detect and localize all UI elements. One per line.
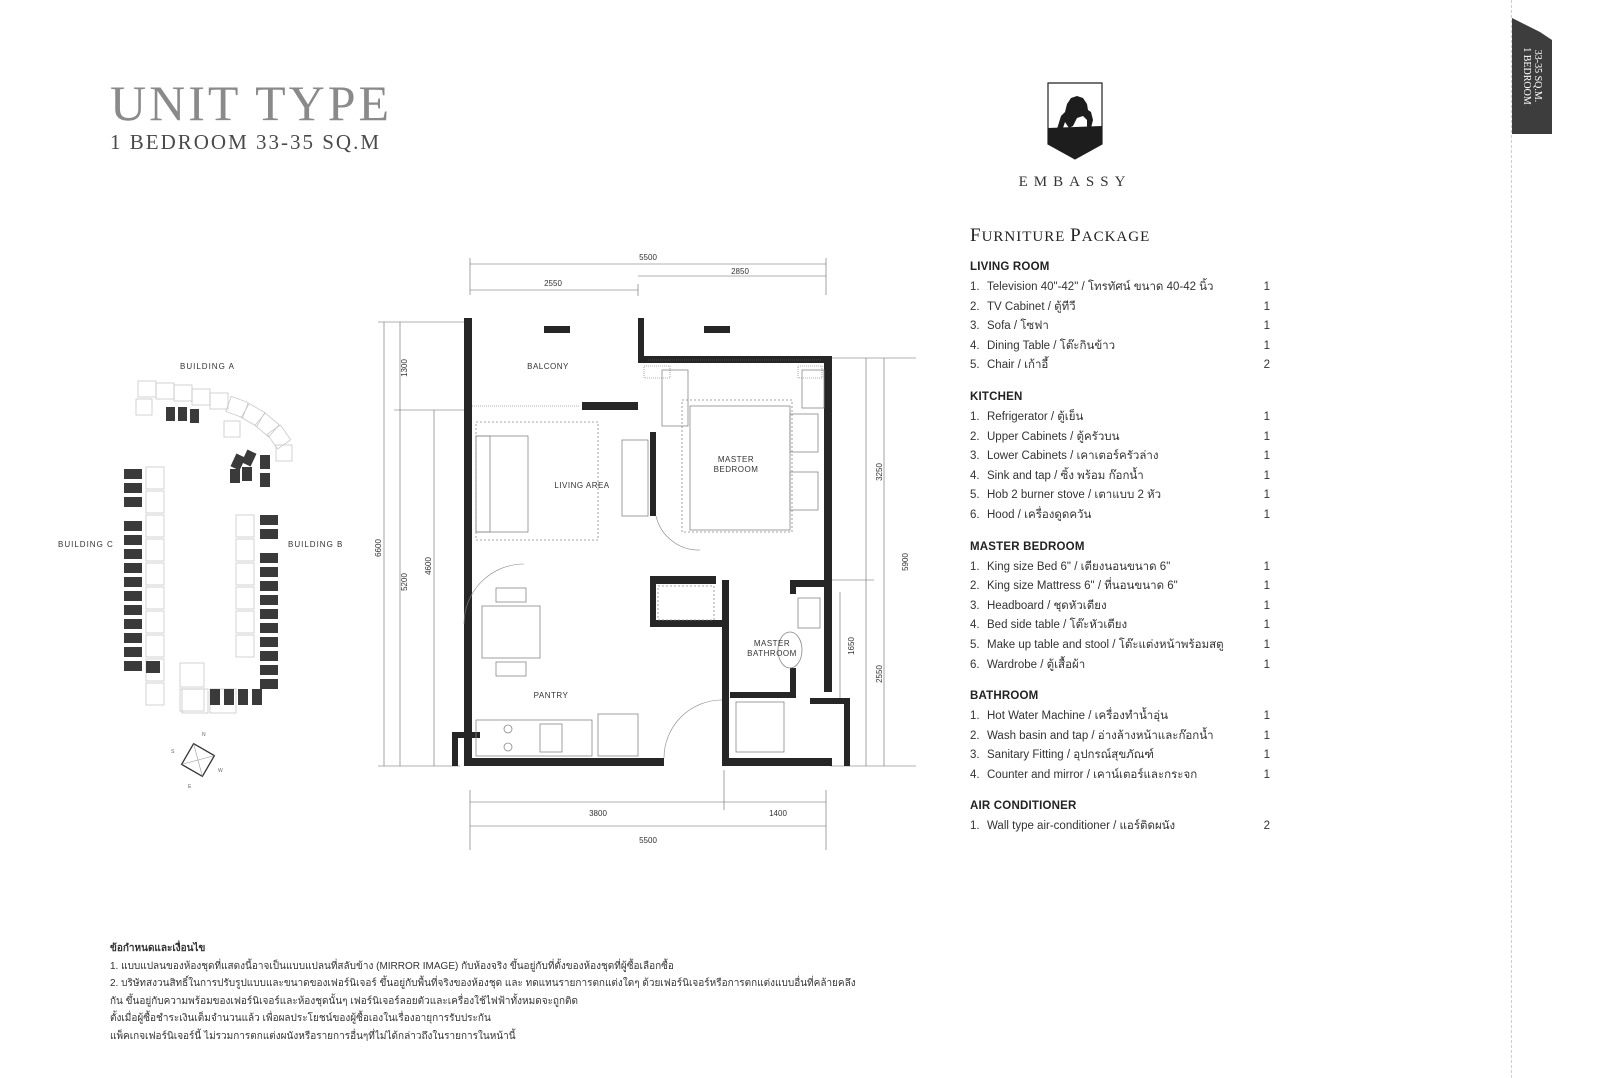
furniture-section-heading: KITCHEN: [970, 390, 1023, 403]
furniture-item-name: TV Cabinet / ตู้ทีวี: [987, 300, 1076, 313]
furniture-item-number: 6.: [970, 508, 980, 521]
terms-line: 1. แบบแปลนของห้องชุดที่แสดงนี้อาจเป็นแบบแปลนที่สลับข้าง (MIRROR IMAGE) กับห้องจริง ขึ้นอยู่กับที่ตั้งของห้องชุดที่ผู้ซื้อเลือกซื้อ: [110, 960, 674, 972]
furniture-item-qty: 1: [1263, 300, 1270, 313]
furniture-item-qty: 1: [1263, 508, 1270, 521]
furniture-item-qty: 1: [1263, 410, 1270, 423]
room-pantry: PANTRY: [533, 691, 569, 700]
furniture-item-name: Bed side table / โต๊ะหัวเตียง: [987, 619, 1128, 632]
building-c-outline: [146, 467, 204, 711]
furniture-item-qty: 1: [1263, 599, 1270, 612]
furniture-item: [970, 558, 1270, 578]
dim-right-mid: 1650: [847, 637, 856, 655]
furniture-item-name: Television 40"-42" / โทรทัศน์ ขนาด 40-42 นิ้ว: [987, 281, 1214, 293]
sofa: [476, 436, 528, 532]
furniture-item-qty: 1: [1263, 281, 1270, 293]
terms-heading: ข้อกำหนดและเงื่อนไข: [110, 943, 206, 954]
svg-text:S: S: [171, 749, 175, 755]
furniture-item-number: 6.: [970, 658, 980, 671]
furniture-item-number: 1.: [970, 560, 980, 573]
furniture-item-qty: 1: [1263, 619, 1270, 632]
furniture-item: [970, 707, 1270, 727]
furniture-item-qty: 1: [1263, 489, 1270, 502]
dim-left-mid: 5200: [400, 573, 409, 591]
furniture-item-number: 3.: [970, 320, 980, 333]
furniture-item-qty: 1: [1263, 560, 1270, 573]
building-a-units: [166, 407, 270, 487]
page-title: UNIT TYPE: [110, 75, 393, 131]
wardrobe: [662, 370, 688, 426]
site-plan: [50, 355, 360, 800]
building-a-outline: [136, 381, 292, 461]
furniture-item: [970, 506, 1270, 526]
furniture-item-name: Chair / เก้าอี้: [987, 359, 1049, 372]
furniture-item-name: Sofa / โซฟา: [987, 320, 1049, 333]
furniture-item-number: 2.: [970, 430, 980, 443]
dining-table: [482, 606, 540, 658]
shower: [736, 702, 784, 752]
furniture-item-number: 1.: [970, 820, 980, 833]
building-b-outline: [182, 515, 254, 713]
dim-bottom-right: 1400: [769, 809, 787, 818]
unit-size-tab[interactable]: [1512, 18, 1552, 134]
furniture-item-name: Hot Water Machine / เครื่องทำน้ำอุ่น: [987, 710, 1169, 723]
dim-top-right: 2850: [731, 267, 749, 276]
closet: [658, 586, 714, 620]
furniture-item-qty: 1: [1263, 658, 1270, 671]
furniture-item-name: Make up table and stool / โต๊ะแต่งหน้าพร้อมสตู: [987, 638, 1224, 651]
brand-name: EMBASSY: [1018, 174, 1132, 190]
walls: [452, 318, 850, 766]
kitchen-counter: [476, 720, 592, 756]
furniture-item-qty: 1: [1263, 339, 1270, 352]
furniture-item-number: 2.: [970, 580, 980, 593]
room-master-bedroom-2: BEDROOM: [713, 465, 759, 474]
refrigerator: [598, 714, 638, 756]
room-master-bedroom-1: MASTER: [717, 455, 755, 464]
furniture: [464, 370, 824, 758]
dim-bottom-total: 5500: [639, 836, 657, 845]
furniture-item-qty: 1: [1263, 469, 1270, 482]
furniture-item: [970, 408, 1270, 428]
furniture-item-number: 5.: [970, 489, 980, 502]
furniture-item-name: Hob 2 burner stove / เตาแบบ 2 หัว: [987, 489, 1162, 502]
furniture-item-number: 1.: [970, 710, 980, 723]
compass-icon: [182, 744, 215, 777]
furniture-item-number: 4.: [970, 469, 980, 482]
furniture-item: [970, 616, 1270, 636]
furniture-item: [970, 447, 1270, 467]
dim-right-total: 5900: [901, 553, 910, 571]
bedside-table: [802, 370, 824, 408]
floor-plan: [370, 250, 930, 865]
furniture-item-number: 4.: [970, 768, 980, 781]
furniture-item-name: Upper Cabinets / ตู้ครัวบน: [987, 430, 1120, 443]
furniture-item: [970, 356, 1270, 376]
furniture-item-qty: 1: [1263, 450, 1270, 463]
dim-left-total: 6600: [374, 539, 383, 557]
terms-and-conditions: [110, 940, 930, 1046]
furniture-item-qty: 1: [1263, 638, 1270, 651]
furniture-item-number: 3.: [970, 450, 980, 463]
svg-text:N: N: [202, 732, 206, 738]
unit-size-tab-label: 33-35 SQ.M. 1 BEDROOM: [1521, 47, 1543, 105]
furniture-item-number: 3.: [970, 599, 980, 612]
furniture-item-number: 1.: [970, 410, 980, 423]
furniture-item-qty: 1: [1263, 320, 1270, 333]
furniture-item-number: 4.: [970, 619, 980, 632]
furniture-item-name: Dining Table / โต๊ะกินข้าว: [987, 339, 1116, 352]
room-master-bathroom-2: BATHROOM: [747, 649, 797, 658]
furniture-item: [970, 727, 1270, 747]
room-living-area: LIVING AREA: [554, 481, 610, 490]
furniture-item: [970, 486, 1270, 506]
furniture-item-name: King size Mattress 6" / ที่นอนขนาด 6": [987, 580, 1178, 593]
tv-cabinet: [622, 440, 648, 516]
page-edge-divider: [1511, 0, 1512, 1078]
furniture-item-name: Counter and mirror / เคาน์เตอร์และกระจก: [987, 768, 1198, 781]
lion-crest-icon: [1047, 82, 1103, 160]
dim-right-top: 3250: [875, 463, 884, 481]
furniture-item: [970, 746, 1270, 766]
furniture-item: [970, 766, 1270, 786]
furniture-item-name: Lower Cabinets / เคาเตอร์ครัวล่าง: [987, 450, 1159, 463]
furniture-item-qty: 1: [1263, 710, 1270, 723]
furniture-section: [970, 261, 1270, 376]
furniture-item: [970, 298, 1270, 318]
dim-bottom-left: 3800: [589, 809, 607, 818]
furniture-item-number: 2.: [970, 300, 980, 313]
furniture-item-number: 3.: [970, 749, 980, 762]
furniture-item-number: 1.: [970, 281, 980, 293]
furniture-item-qty: 1: [1263, 430, 1270, 443]
furniture-item-number: 5.: [970, 638, 980, 651]
furniture-item-name: Headboard / ชุดหัวเตียง: [987, 599, 1107, 612]
furniture-item-number: 4.: [970, 339, 980, 352]
building-c-label: BUILDING C: [58, 540, 114, 549]
svg-text:W: W: [218, 768, 223, 774]
furniture-section-heading: MASTER BEDROOM: [970, 540, 1085, 553]
furniture-item-qty: 1: [1263, 749, 1270, 762]
furniture-item-qty: 2: [1263, 820, 1270, 833]
furniture-item: [970, 597, 1270, 617]
terms-line: แพ็คเกจเฟอร์นิเจอร์นี้ ไม่รวมการตกแต่งผนังหรือรายการอื่นๆที่ไม่ได้กล่าวถึงในรายการในหน้านี้: [110, 1030, 516, 1042]
furniture-item-name: Sink and tap / ซิ้ง พร้อม ก๊อกน้ำ: [987, 469, 1144, 482]
furniture-item-name: Sanitary Fitting / อุปกรณ์สุขภัณฑ์: [987, 749, 1154, 762]
furniture-item-qty: 1: [1263, 580, 1270, 593]
furniture-item-name: Hood / เครื่องดูดควัน: [987, 508, 1092, 521]
furniture-section-heading: AIR CONDITIONER: [970, 800, 1077, 813]
furniture-item-name: King size Bed 6" / เตียงนอนขนาด 6": [987, 560, 1171, 573]
terms-line: ตั้งเมื่อผู้ซื้อชำระเงินเต็มจำนวนแล้ว เพื่อผลประโยชน์ของผู้ซื้อเองในเรื่องอายุการรับประกัน: [110, 1013, 491, 1025]
furniture-item-name: Refrigerator / ตู้เย็น: [987, 410, 1084, 423]
furniture-section: [970, 391, 1270, 526]
furniture-section: [970, 690, 1270, 785]
dim-top-total: 5500: [639, 253, 657, 262]
furniture-item-name: Wardrobe / ตู้เสื้อผ้า: [987, 658, 1086, 671]
dim-left-top: 1300: [400, 359, 409, 377]
furniture-item: [970, 656, 1270, 676]
furniture-item: [970, 577, 1270, 597]
building-b-units: [210, 515, 278, 705]
dim-top-left: 2550: [544, 279, 562, 288]
furniture-package: [970, 225, 1270, 852]
furniture-item: [970, 817, 1270, 837]
railings: [472, 360, 822, 406]
furniture-item: [970, 636, 1270, 656]
building-c-units: [124, 469, 160, 673]
furniture-section: [970, 541, 1270, 676]
terms-line: กัน ขึ้นอยู่กับความพร้อมของเฟอร์นิเจอร์และห้องชุดนั้นๆ เฟอร์นิเจอร์ลอยตัวและเครื่องใช้ไฟฟ้าทั้งหมดจะถูกติด: [110, 995, 579, 1007]
furniture-item-name: Wash basin and tap / อ่างล้างหน้าและก๊อกน้ำ: [987, 729, 1214, 742]
furniture-item: [970, 278, 1270, 298]
furniture-item-number: 5.: [970, 359, 980, 372]
building-a-label: BUILDING A: [180, 362, 235, 371]
room-master-bathroom-1: MASTER: [753, 639, 791, 648]
furniture-package-title: FURNITURE PACKAGE: [970, 225, 1151, 246]
furniture-item-qty: 2: [1263, 359, 1270, 372]
room-balcony: BALCONY: [527, 362, 569, 371]
page-subtitle: 1 BEDROOM 33-35 SQ.M: [110, 130, 382, 154]
brand-logo: [1010, 82, 1140, 191]
furniture-item-number: 2.: [970, 729, 980, 742]
furniture-section-heading: LIVING ROOM: [970, 261, 1050, 273]
terms-line: 2. บริษัทสงวนสิทธิ์ในการปรับรูปแบบและขนาดของเฟอร์นิเจอร์ ขึ้นอยู่กับพื้นที่จริงของห้องชุด และ ทดแทนรายการตกแต่งใดๆ ด้วยเฟอร์นิเจอร์หรือการตกแต่งแบบอื่นที่คล้ายคลึง: [110, 978, 856, 990]
furniture-item-qty: 1: [1263, 768, 1270, 781]
wash-basin: [798, 598, 820, 628]
furniture-item-qty: 1: [1263, 729, 1270, 742]
furniture-item: [970, 428, 1270, 448]
dim-right-bottom: 2550: [875, 665, 884, 683]
furniture-section-heading: BATHROOM: [970, 690, 1039, 703]
furniture-item-name: Wall type air-conditioner / แอร์ติดผนัง: [987, 820, 1176, 833]
furniture-item: [970, 317, 1270, 337]
building-b-label: BUILDING B: [288, 540, 344, 549]
dim-left-inner: 4600: [424, 557, 433, 575]
svg-text:E: E: [188, 784, 192, 790]
furniture-item: [970, 467, 1270, 487]
furniture-section: [970, 800, 1270, 837]
furniture-item: [970, 337, 1270, 357]
